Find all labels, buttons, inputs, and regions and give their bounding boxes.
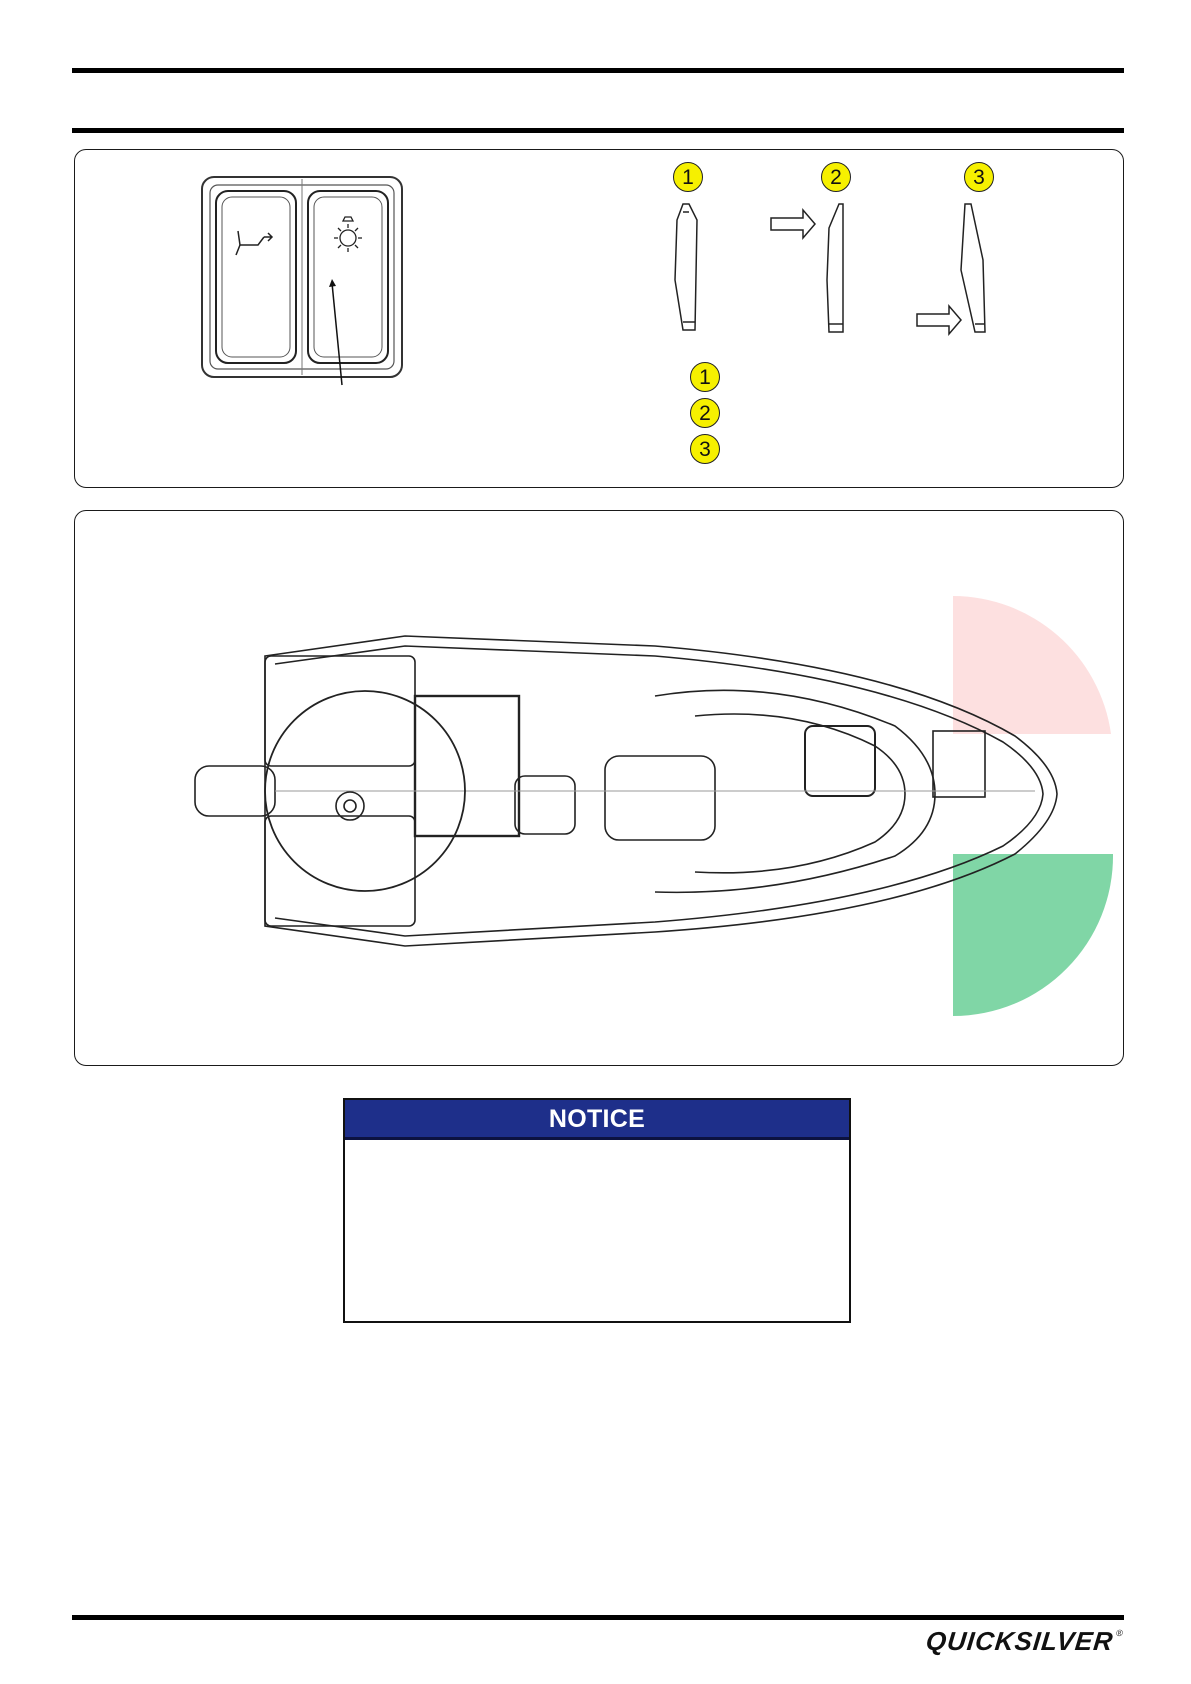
starboard-light-sector	[953, 854, 1113, 1016]
brand-name: QUICKSILVER	[924, 1626, 1115, 1656]
registered-mark: ®	[1115, 1628, 1125, 1638]
notice-title: NOTICE	[345, 1100, 849, 1140]
boat-top-view-illustration	[135, 596, 1135, 1016]
notice-box	[343, 1098, 851, 1323]
sequence-badge-2: 2	[821, 162, 851, 192]
rocker-switch-illustration	[200, 175, 410, 405]
header-rule-bottom	[72, 128, 1124, 133]
trim-tab-sequence-illustration	[665, 200, 1025, 360]
footer-rule	[72, 1615, 1124, 1620]
arrow-right-icon	[917, 306, 961, 334]
figure-navigation-lights-panel	[74, 510, 1124, 1066]
port-light-sector	[953, 596, 1111, 734]
sequence-badge-3: 3	[964, 162, 994, 192]
sequence-badge-1: 1	[673, 162, 703, 192]
trim-tab-position-3	[961, 204, 985, 332]
trim-tab-position-2	[827, 204, 843, 332]
trim-tab-switch[interactable]	[216, 191, 296, 363]
legend-badge-1: 1	[690, 362, 720, 392]
quicksilver-logo	[924, 1626, 1124, 1657]
trim-tab-position-1	[675, 204, 697, 330]
arrow-right-icon	[771, 210, 815, 238]
legend-badge-3: 3	[690, 434, 720, 464]
header-rule-top	[72, 68, 1124, 73]
legend-badge-2: 2	[690, 398, 720, 428]
figure-trim-switch-panel	[74, 149, 1124, 488]
navigation-light-switch[interactable]	[308, 191, 388, 363]
